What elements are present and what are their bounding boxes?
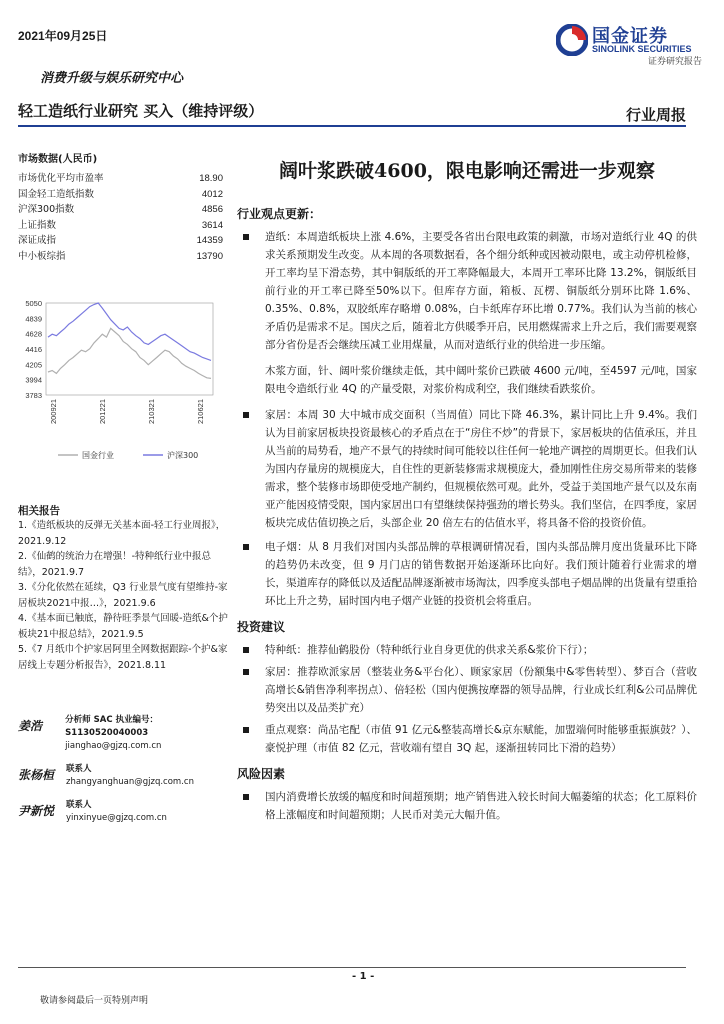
header-divider <box>18 125 686 127</box>
invest-item <box>237 641 697 659</box>
market-data-value: 18.90 <box>199 173 223 184</box>
x-tick-label: 201221 <box>98 399 107 425</box>
analyst-entry <box>18 763 238 789</box>
market-data-row <box>18 233 223 249</box>
bullet-text: 造纸：本周造纸板块上涨 4.6%，主要受各省出台限电政策的刺激，市场对造纸行业 4Q 的供求关系预期发生改变。从本周的各项数据看，各个细分纸种或因被动限电，或主动停机检修，开工率均呈下滑态势，其中铜版纸的开工率降幅最大，本周开工率环比降 13.2%，铜版纸目前行业的开工率已降至50%以下。但库存方面，箱板、瓦楞、铜版纸分别环比降 1.6%、0.35%、0.8%，双胶纸库存略增 0.08%，白卡纸库存环比增 0.77%。我们认为当前的核心矛盾仍是需求不足。国庆之后，随着北方供暖季开启，民用燃煤需求上升之后，我们需要观察部分省份是否会继续压减工业用煤量，从而对造纸行业的供给进一步压缩。 <box>265 231 697 351</box>
analyst-name: 姜浩 <box>18 719 43 733</box>
x-tick-label: 210321 <box>147 399 156 425</box>
bullet-text: 家居：本周 30 大中城市成交面积（当周值）同比下降 46.3%，累计同比上升 9.4%。我们认为目前家居板块投资最核心的矛盾点在于“房住不炒”的背景下，家居板块的估值承压，并且从当前的局势看，地产不景气的持续时间可能较以往任何一轮地产调控的周期更长。但我们认为国内存量房的规模庞大，自住性的更新装修需求规模庞大，叠加刚性住房交易所带来的装修需求，整个装修市场即使受地产制约，但规模依然可观。此外，受益于美国地产景气以及东南亚产能因疫情受限，国内家居出口有望继续保持强劲的增长势头。我们坚信，在四季度，家居板块完成估值切换之后，头部企业 20 倍左右的估值水平，将具备不俗的投资价值。 <box>265 409 697 529</box>
market-data-label: 市场优化平均市盈率 <box>18 173 104 184</box>
market-data-value: 14359 <box>196 235 223 246</box>
analyst-info <box>66 799 167 825</box>
y-tick-label: 4416 <box>25 345 42 354</box>
page-number: - 1 - <box>352 971 375 982</box>
analysts-panel <box>18 714 238 835</box>
logo-en: SINOLINK SECURITIES <box>592 44 692 54</box>
report-tagline: 证券研究报告 <box>647 57 702 67</box>
research-center: 消费升级与娱乐研究中心 <box>40 71 184 86</box>
market-data-label: 国金轻工造纸指数 <box>18 188 95 200</box>
disclaimer: 敬请参阅最后一页特别声明 <box>40 996 149 1006</box>
legend-label: 国金行业 <box>82 451 114 460</box>
series-line-industry <box>48 328 211 378</box>
market-data-row <box>18 202 223 218</box>
analyst-email[interactable]: zhangyanghuan@gjzq.com.cn <box>66 777 194 787</box>
bullet-paper <box>237 228 697 354</box>
bullet-text: 电子烟：从 8 月我们对国内头部品牌的草根调研情况看，国内头部品牌月度出货量环比下降的趋势仍未改变，但 9 月门店的销售数据开始逐渐环比向好。我们预计随着行业需求的增长，渠道库存的降低以及适配品牌逐渐被市场淘汰，四季度头部电子烟品牌的出货量有望重拾环比上升之势，届时国内电子烟产业链的投资机会将重启。 <box>265 541 697 607</box>
market-data-panel <box>18 150 223 264</box>
analyst-email[interactable]: jianghao@gjzq.com.cn <box>65 741 162 751</box>
series-line-hs300 <box>48 303 211 360</box>
pulp-paragraph: 木浆方面，针、阔叶浆价继续走低，其中阔叶浆价已跌破 4600 元/吨，至4597 元/吨，国家限电令造纸行业 4Q 的产量受限，对浆价构成利空，我们继续看跌浆价。 <box>265 365 697 395</box>
analyst-entry <box>18 799 238 825</box>
risk-item <box>237 788 697 824</box>
related-report-item[interactable]: 4.《基本面已触底，静待旺季景气回暖-造纸&个护板块21中报总结》，2021.9.5 <box>18 613 228 640</box>
y-tick-label: 5050 <box>25 299 42 308</box>
related-report-item[interactable]: 3.《分化依然在延续，Q3 行业景气度有望维持-家居板块2021中报…》，2021.9.6 <box>18 582 228 609</box>
bullet-home <box>237 406 697 532</box>
main-content <box>237 205 697 824</box>
bullet-text: 国内消费增长放缓的幅度和时间超预期；地产销售进入较长时间大幅萎缩的状态；化工原料价格上涨幅度和时间超预期；人民币对美元大幅升值。 <box>265 791 697 821</box>
invest-item <box>237 721 697 757</box>
analyst-entry <box>18 714 238 753</box>
index-chart <box>18 295 223 470</box>
related-reports-list <box>18 518 233 673</box>
analyst-role: 分析师 SAC 执业编号：S1130520040003 <box>65 715 159 738</box>
analyst-role: 联系人 <box>66 800 92 810</box>
y-tick-label: 3994 <box>25 375 42 385</box>
market-data-value: 4856 <box>201 204 223 215</box>
bullet-text: 家居：推荐欧派家居（整装业务&平台化）、顾家家居（份额集中&零售转型）、梦百合（营收高增长&销售净利率拐点）、倍轻松（国内便携按摩器的领导品牌，行业成长红利&公司品牌优势突出以及品类扩充） <box>265 666 697 714</box>
industry-rating-title: 轻工造纸行业研究 买入（维持评级） <box>18 102 264 120</box>
market-data-label: 中小板综指 <box>18 250 66 262</box>
x-tick-label: 200921 <box>49 399 58 425</box>
market-data-row <box>18 171 223 187</box>
logo-cn: 国金证券 <box>592 26 668 47</box>
y-tick-label: 3783 <box>25 391 42 400</box>
y-tick-label: 4628 <box>25 329 42 339</box>
related-report-item[interactable]: 2.《仙鹤的统治力在增强！-特种纸行业中报总结》，2021.9.7 <box>18 551 211 578</box>
bullet-marker <box>243 544 249 550</box>
bullet-marker <box>243 647 249 653</box>
analyst-name: 尹新悦 <box>18 804 55 818</box>
analyst-info <box>66 763 194 789</box>
analyst-info <box>65 714 238 753</box>
bullet-marker <box>243 234 249 240</box>
risk-section-title: 风险因素 <box>237 767 286 781</box>
market-data-row <box>18 187 223 203</box>
bullet-marker <box>243 727 249 733</box>
market-data-row <box>18 218 223 234</box>
market-data-label: 沪深300指数 <box>18 204 75 215</box>
market-data-value: 3614 <box>201 219 223 231</box>
bullet-marker <box>243 669 249 675</box>
analyst-name: 张杨桓 <box>18 768 55 782</box>
y-tick-label: 4839 <box>25 314 42 324</box>
invest-item <box>237 663 697 717</box>
analyst-role: 联系人 <box>66 764 92 774</box>
report-type: 行业周报 <box>625 106 686 124</box>
market-data-value: 4012 <box>201 188 223 200</box>
market-data-row <box>18 249 223 265</box>
related-report-item[interactable]: 5.《7 月纸巾个护家居阿里全网数据跟踪-个护&家居线上专题分析报告》，2021.8.11 <box>18 644 228 671</box>
analyst-email[interactable]: yinxinyue@gjzq.com.cn <box>66 813 167 823</box>
x-tick-label: 210621 <box>196 399 205 425</box>
market-data-label: 深证成指 <box>18 235 57 246</box>
bullet-marker <box>243 412 249 418</box>
sinolink-logo-icon <box>556 24 588 56</box>
report-main-title: 阔叶浆跌破4600，限电影响还需进一步观察 <box>279 160 655 182</box>
chart-frame <box>46 303 213 395</box>
market-data-value: 13790 <box>196 250 223 262</box>
related-report-item[interactable]: 1.《造纸板块的反弹无关基本面-轻工行业周报》，2021.9.12 <box>18 520 226 547</box>
legend-label: 沪深300 <box>167 451 199 460</box>
view-section-title: 行业观点更新： <box>237 207 322 221</box>
bullet-text: 特种纸：推荐仙鹤股份（特种纸行业自身更优的供求关系&浆价下行）； <box>265 644 594 656</box>
invest-section-title: 投资建议 <box>237 620 286 634</box>
related-reports-title: 相关报告 <box>18 505 60 517</box>
bullet-marker <box>243 794 249 800</box>
y-tick-label: 4205 <box>25 360 42 370</box>
market-data-label: 上证指数 <box>18 219 57 231</box>
bullet-ecig <box>237 538 697 610</box>
report-date: 2021年09月25日 <box>18 29 108 43</box>
footer-divider <box>18 967 686 968</box>
market-data-title: 市场数据(人民币) <box>18 154 98 165</box>
bullet-text: 重点观察：尚品宅配（市值 91 亿元&整装高增长&京东赋能，加盟端何时能够重振旗鼓？）、豪悦护理（市值 82 亿元，营收端有望自 3Q 起，逐渐扭转同比下滑的趋势） <box>265 724 697 754</box>
